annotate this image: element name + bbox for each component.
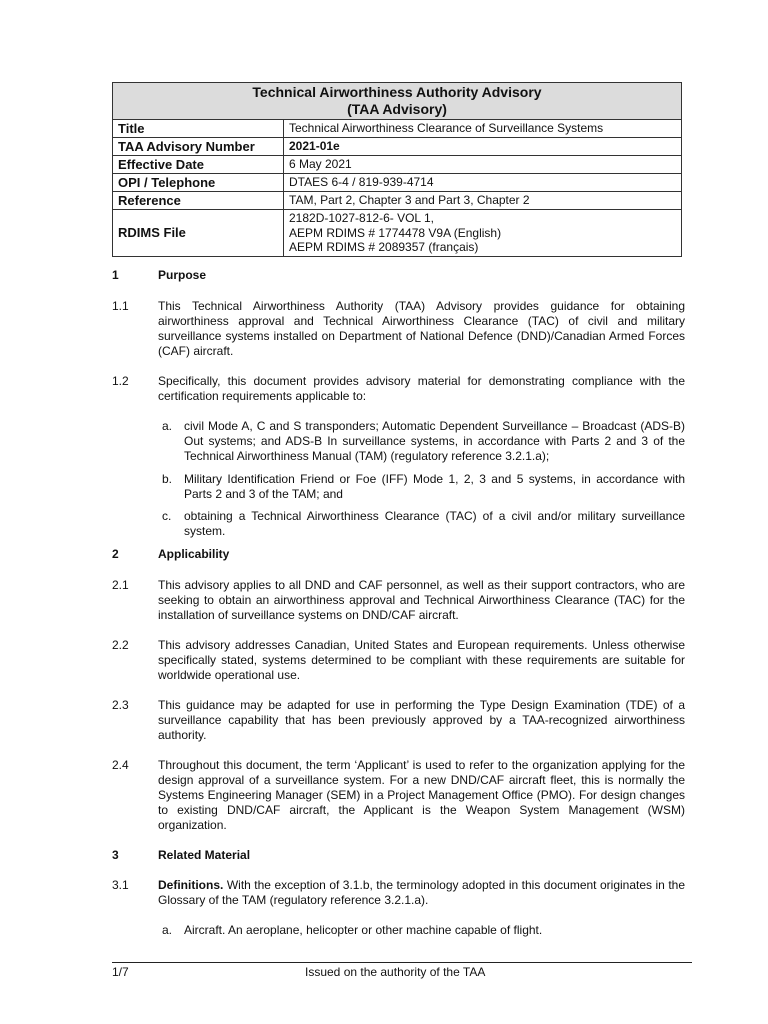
header-title-line1: Technical Airworthiness Authority Advisory — [252, 84, 542, 100]
list-marker: c. — [162, 509, 172, 523]
rdims-line: AEPM RDIMS # 2089357 (français) — [289, 240, 479, 254]
list-marker: a. — [162, 419, 173, 433]
header-value: DTAES 6-4 / 819-939-4714 — [284, 174, 682, 192]
section-number: 3 — [112, 848, 119, 862]
paragraph-number: 2.1 — [112, 578, 129, 592]
paragraph-number: 3.1 — [112, 878, 129, 892]
definitions-text: With the exception of 3.1.b, the terminology adopted in this document originates in the Glossary of the TAM (regulatory reference 3.2.1.a). — [158, 878, 685, 907]
paragraph-text: This guidance may be adapted for use in performing the Type Design Examination (TDE) of a surveillance capability that has been previously approved by a TAA-recognized airworthiness authority. — [158, 698, 685, 742]
section-heading: Related Material — [158, 848, 251, 862]
paragraph-number: 2.3 — [112, 698, 129, 712]
header-title-line2: (TAA Advisory) — [347, 101, 447, 117]
paragraph-number: 2.4 — [112, 758, 129, 772]
section-heading: Purpose — [158, 268, 207, 282]
section-number: 2 — [112, 547, 119, 561]
paragraph-text: This Technical Airworthiness Authority (TAA) Advisory provides guidance for obtaining airworthiness approval and Technical Airworthiness Clearance (TAC) of civil and military surveillance systems installed on Department of National Defence (DND)/Canadian Armed Forces (CAF) aircraft. — [158, 299, 685, 358]
header-value — [284, 210, 682, 257]
list-marker: a. — [162, 923, 173, 937]
list-marker: b. — [162, 472, 173, 486]
rdims-line: AEPM RDIMS # 1774478 V9A (English) — [289, 225, 502, 240]
header-label: TAA Advisory Number — [113, 138, 284, 156]
header-label: OPI / Telephone — [113, 174, 284, 192]
header-label: Effective Date — [113, 156, 284, 174]
header-value: 2021-01e — [284, 138, 682, 156]
header-row-effective-date — [113, 156, 682, 174]
rdims-line: 2182D-1027-812-6- VOL 1, — [289, 211, 434, 225]
advisory-header-title — [113, 83, 682, 120]
definitions-lead: Definitions. — [158, 878, 224, 892]
list-item-text: Aircraft. An aeroplane, helicopter or other machine capable of flight. — [184, 923, 543, 937]
section-number: 1 — [112, 268, 119, 282]
paragraph-number: 1.2 — [112, 374, 129, 388]
header-row-opi-telephone — [113, 174, 682, 192]
list-item-text: Military Identification Friend or Foe (IFF) Mode 1, 2, 3 and 5 systems, in accordance with Parts 2 and 3 of the TAM; and — [184, 472, 685, 501]
footer-text: Issued on the authority of the TAA — [305, 965, 486, 979]
section-heading: Applicability — [158, 547, 230, 561]
header-value: 6 May 2021 — [284, 156, 682, 174]
header-row-rdims-file — [113, 210, 682, 257]
header-value: TAM, Part 2, Chapter 3 and Part 3, Chapter 2 — [284, 192, 682, 210]
paragraph-text: This advisory applies to all DND and CAF personnel, as well as their support contractors, who are seeking to obtain an airworthiness approval and Technical Airworthiness Clearance (TAC) for the installation of surveillance systems on DND/CAF aircraft. — [158, 578, 685, 622]
header-label: Title — [113, 120, 284, 138]
paragraph-text — [158, 878, 685, 908]
paragraph-text: Specifically, this document provides advisory material for demonstrating compliance with the certification requirements applicable to: — [158, 374, 685, 403]
paragraph-number: 1.1 — [112, 299, 129, 313]
advisory-header-table — [112, 82, 682, 257]
header-label: Reference — [113, 192, 284, 210]
header-value: Technical Airworthiness Clearance of Surveillance Systems — [284, 120, 682, 138]
paragraph-number: 2.2 — [112, 638, 129, 652]
page-number: 1/7 — [112, 965, 129, 979]
list-item-text: civil Mode A, C and S transponders; Automatic Dependent Surveillance – Broadcast (ADS-B) Out systems; and ADS-B In surveillance systems, in accordance with Parts 2 and 3 of the Technical Airworthiness Manual (TAM) (regulatory reference 3.2.1.a); — [184, 419, 685, 463]
footer-rule — [112, 962, 692, 963]
header-row-title — [113, 120, 682, 138]
list-item-text: obtaining a Technical Airworthiness Clearance (TAC) of a civil and/or military surveillance system. — [184, 509, 685, 538]
header-row-advisory-number — [113, 138, 682, 156]
paragraph-text: Throughout this document, the term ‘Applicant’ is used to refer to the organization applying for the design approval of a surveillance system. For a new DND/CAF aircraft fleet, this is normally the Systems Engineering Manager (SEM) in a Project Management Office (PMO). For design changes to existing DND/CAF aircraft, the Applicant is the Weapon System Management (WSM) organization. — [158, 758, 685, 832]
paragraph-text: This advisory addresses Canadian, United States and European requirements. Unless otherwise specifically stated, systems determined to be compliant with these requirements are suitable for worldwide operational use. — [158, 638, 685, 682]
header-label: RDIMS File — [113, 210, 284, 257]
header-row-reference — [113, 192, 682, 210]
